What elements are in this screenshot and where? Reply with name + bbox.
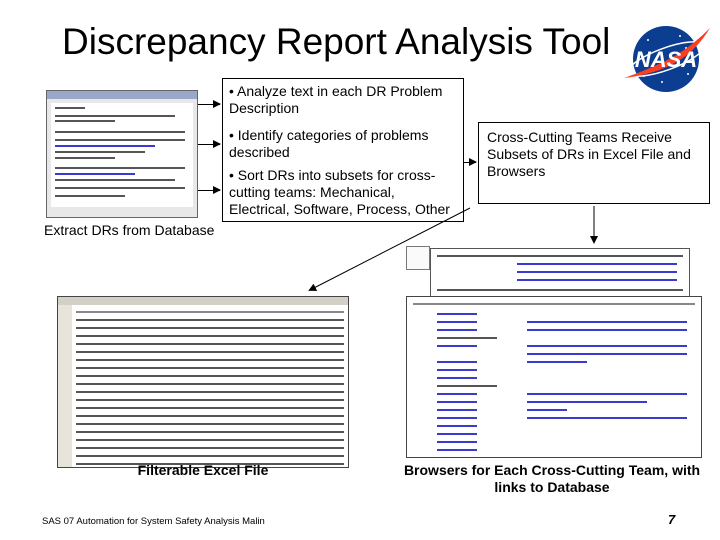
excel-caption: Filterable Excel File <box>137 462 269 478</box>
bullet-identify-categories: • Identify categories of problems described <box>229 127 429 160</box>
cross-cutting-text: Cross-Cutting Teams Receive Subsets of DRs in Excel File and Browsers <box>487 129 691 179</box>
slide-title: Discrepancy Report Analysis Tool <box>62 21 611 62</box>
svg-text:NASA: NASA <box>634 47 698 72</box>
bullet-sort-subsets: • Sort DRs into subsets for cross-cutting teams: Mechanical, Electrical, Software, Process, Other <box>229 167 450 217</box>
page-number: 7 <box>668 512 676 527</box>
extract-label: Extract DRs from Database <box>44 222 215 238</box>
footer-text: SAS 07 Automation for System Safety Analysis Malin <box>42 516 265 527</box>
bullet-analyze-text: • Analyze text in each DR Problem Description <box>229 83 443 116</box>
browser-caption: Browsers for Each Cross-Cutting Team, with links to Database <box>403 462 701 495</box>
